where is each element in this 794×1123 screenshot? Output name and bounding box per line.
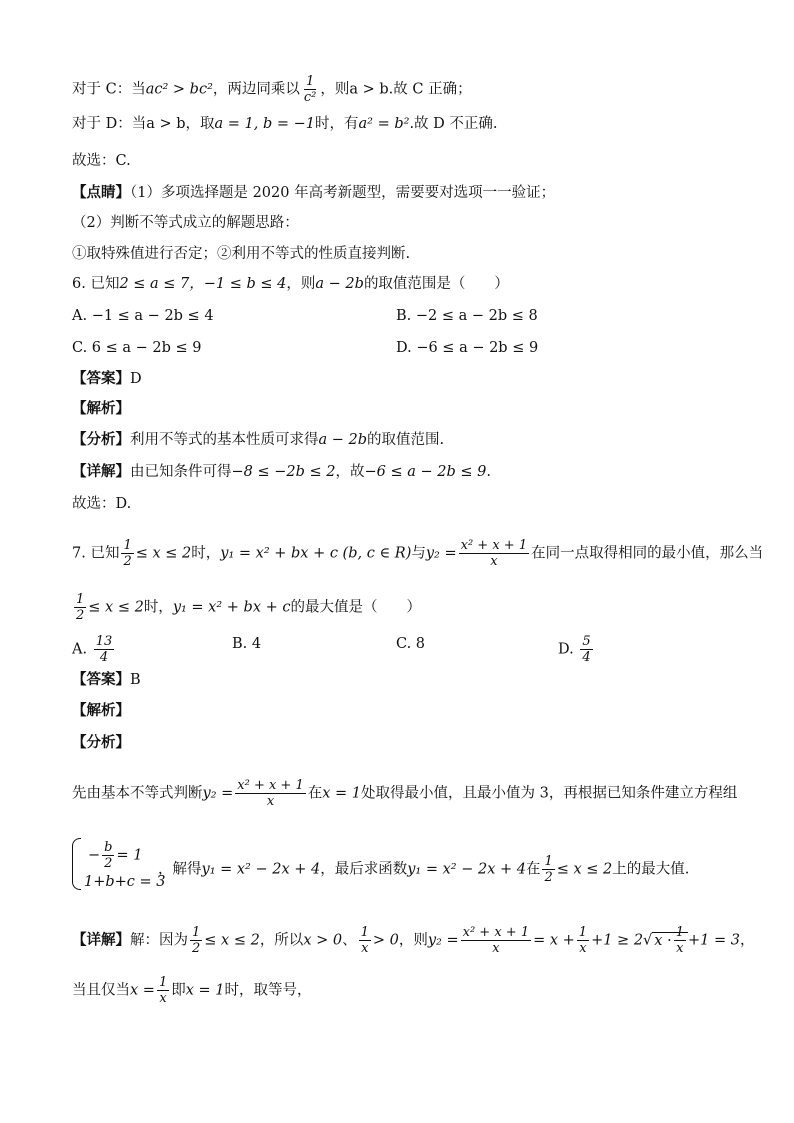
q7-xiangjie: 【详解】解：因为 $\frac{1}{2}$ ≤ x ≤ 2，所以x > 0、 $\frac{1}{x}$ > 0，则y₂ = $\frac{\text{x² + x + 1}}{x}$ = x + $\frac{1}{x}$ +1 ≥ 2√ x · $\frac{1}{x}$ +1 = 3， — [72, 925, 755, 956]
fraction: $\frac{1}{x}$ — [360, 925, 369, 956]
fraction: $\frac{b}{2}$ — [104, 840, 113, 871]
sqrt-body: x · $\frac{1}{x}$ — [652, 932, 688, 949]
line-d: 对于 D：当a > b，取a = 1, b = −1时，有a² = b².故 D 不正确. — [72, 116, 498, 132]
tip-3: ①取特殊值进行否定；②利用不等式的性质直接判断. — [72, 246, 411, 262]
q7-answer: 【答案】B — [72, 671, 141, 688]
fraction: $\frac{\text{x² + x + 1}}{x}$ — [237, 778, 304, 809]
q7-equality: 当且仅当x = $\frac{1}{x}$ 即x = 1时，取等号， — [72, 975, 312, 1006]
system-text: ，解得y₁ = x² − 2x + 4，最后求函数y₁ = x² − 2x + 4在 $\frac{1}{2}$ ≤ x ≤ 2上的最大值. — [158, 854, 690, 885]
q6-fenxi: 【分析】利用不等式的基本性质可求得a − 2b的取值范围. — [72, 431, 445, 448]
q6-option-a: A. −1 ≤ a − 2b ≤ 4 — [72, 308, 214, 324]
q7-option-c: C. 8 — [396, 636, 426, 652]
fraction: $\frac{1}{x}$ — [675, 925, 684, 956]
fraction: $\frac{1}{\text{c²}}$ — [303, 74, 317, 105]
fraction: $\frac{1}{2}$ — [76, 592, 85, 623]
q7-option-b: B. 4 — [232, 636, 262, 652]
q6-answer: 【答案】D — [72, 370, 142, 387]
q6-xiangjie: 【详解】由已知条件可得−8 ≤ −2b ≤ 2，故−6 ≤ a − 2b ≤ 9. — [72, 463, 491, 480]
q7-stem-2: $\frac{1}{2}$ ≤ x ≤ 2时，y₁ = x² + bx + c的最大值是（ ） — [76, 592, 421, 623]
q6-option-d: D. −6 ≤ a − 2b ≤ 9 — [396, 340, 539, 356]
choose-d: 故选：D. — [72, 496, 132, 512]
fraction: $\frac{5}{4}$ — [582, 634, 591, 665]
sqrt-sign: √ — [643, 932, 653, 949]
q7-fenxi-tag: 【分析】 — [72, 734, 130, 751]
q6-jiexi: 【解析】 — [72, 400, 130, 417]
system-brace — [72, 838, 81, 890]
tip-1: 【点睛】（1）多项选择题是 2020 年高考新题型，需要要对选项一一验证； — [72, 184, 556, 201]
q7-jiexi: 【解析】 — [72, 702, 130, 719]
fraction: $\frac{1}{x}$ — [158, 975, 168, 1006]
line-c: 对于 C：当ac² > bc²，两边同乘以 $\frac{1}{\text{c²}}$ ，则a > b.故 C 正确； — [72, 74, 472, 105]
fraction: $\frac{1}{x}$ — [578, 925, 588, 956]
q6-option-b: B. −2 ≤ a − 2b ≤ 8 — [396, 308, 538, 324]
choose-c: 故选：C. — [72, 153, 131, 169]
q6-stem: 6. 已知2 ≤ a ≤ 7，−1 ≤ b ≤ 4，则a − 2b的取值范围是（ ） — [72, 276, 509, 292]
fraction: $\frac{\text{x² + x + 1}}{x}$ — [462, 925, 530, 956]
system-eq-1: − $\frac{b}{2}$ = 1 — [88, 840, 143, 871]
system-eq-2: 1+b+c = 3 — [84, 874, 166, 890]
q7-stem-1: 7. 已知 $\frac{1}{2}$ ≤ x ≤ 2时，y₁ = x² + bx + c (b, c ∈ R)与y₂ = $\frac{\text{x² + x + 1}}{x}$ 在同一点取得相同的最小值，那么当 — [72, 538, 764, 569]
fraction: $\frac{1}{2}$ — [123, 538, 132, 569]
fraction: $\frac{\text{x² + x + 1}}{x}$ — [460, 538, 528, 569]
fraction: $\frac{1}{2}$ — [192, 925, 201, 956]
q7-option-d: D. $\frac{5}{4}$ — [558, 634, 591, 665]
q7-option-a: A. $\frac{13}{4}$ — [72, 634, 113, 665]
q7-fenxi: 先由基本不等式判断y₂ = $\frac{\text{x² + x + 1}}{x}$ 在x = 1处取得最小值，且最小值为 3，再根据已知条件建立方程组 — [72, 778, 738, 809]
q6-option-c: C. 6 ≤ a − 2b ≤ 9 — [72, 340, 202, 356]
fraction: $\frac{13}{4}$ — [95, 634, 113, 665]
tip-2: （2）判断不等式成立的解题思路： — [72, 215, 299, 231]
fraction: $\frac{1}{2}$ — [544, 854, 553, 885]
